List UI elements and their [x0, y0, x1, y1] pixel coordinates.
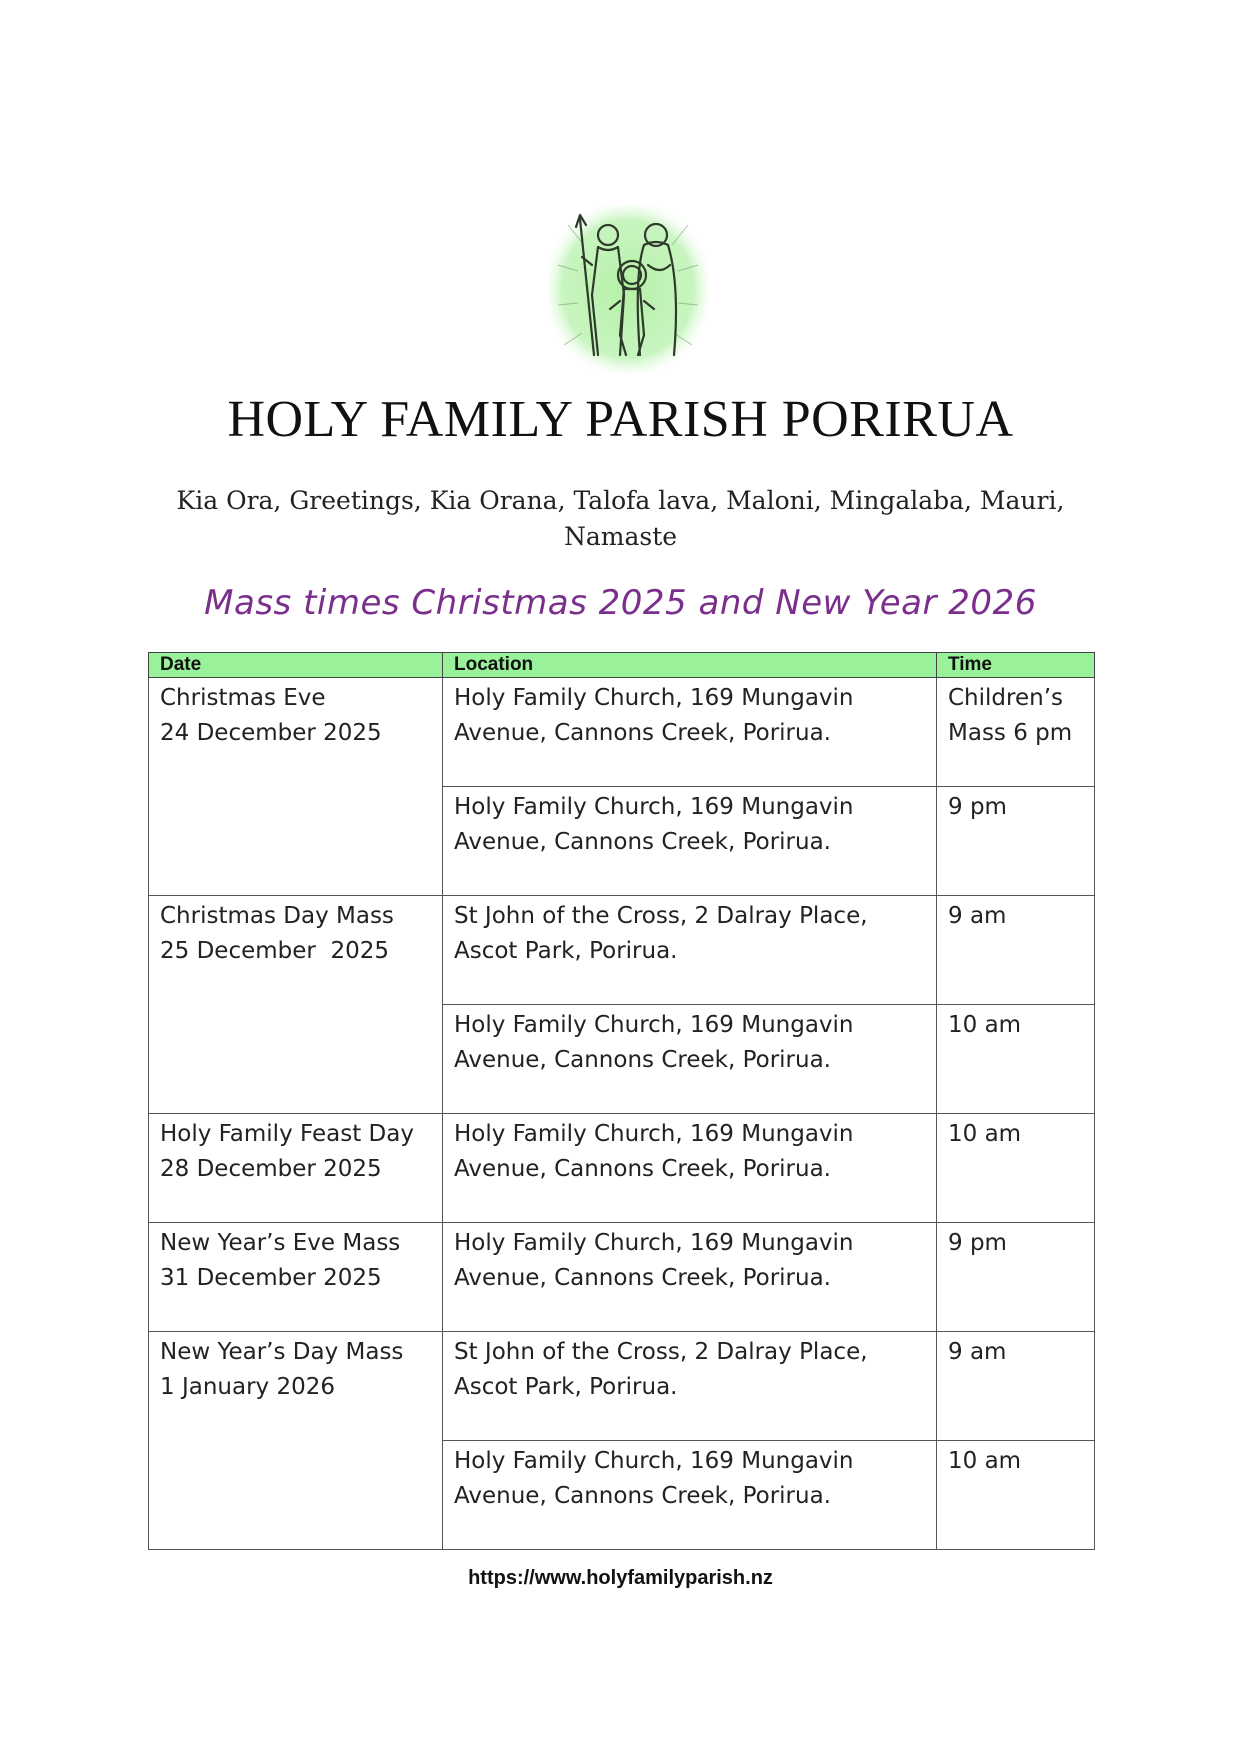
time-line: 10 am: [948, 1121, 1022, 1147]
date-cell: [149, 896, 443, 1114]
location-line: Avenue, Cannons Creek, Porirua.: [454, 1047, 831, 1073]
location-line: Ascot Park, Porirua.: [454, 938, 678, 964]
date-name: Holy Family Feast Day: [160, 1121, 414, 1147]
date-cell: [149, 1332, 443, 1550]
location-line: Holy Family Church, 169 Mungavin: [454, 794, 854, 820]
time-cell: [937, 1332, 1095, 1441]
location-line: Avenue, Cannons Creek, Porirua.: [454, 1156, 831, 1182]
location-line: St John of the Cross, 2 Dalray Place,: [454, 1339, 868, 1365]
location-cell: [443, 1332, 937, 1441]
time-line: Children’s: [948, 685, 1063, 711]
location-line: Holy Family Church, 169 Mungavin: [454, 1230, 854, 1256]
time-cell: [937, 678, 1095, 787]
location-cell: [443, 678, 937, 787]
time-line: Mass 6 pm: [948, 720, 1073, 746]
location-line: Avenue, Cannons Creek, Porirua.: [454, 720, 831, 746]
date-name: New Year’s Eve Mass: [160, 1230, 401, 1256]
location-line: Avenue, Cannons Creek, Porirua.: [454, 1483, 831, 1509]
holy-family-emblem-icon: [548, 205, 708, 373]
time-cell: [937, 1005, 1095, 1114]
location-line: Ascot Park, Porirua.: [454, 1374, 678, 1400]
location-line: Holy Family Church, 169 Mungavin: [454, 1121, 854, 1147]
time-cell: [937, 1441, 1095, 1550]
greeting-text: Kia Ora, Greetings, Kia Orana, Talofa lava, Maloni, Mingalaba, Mauri, Namaste: [176, 486, 1065, 551]
time-cell: [937, 896, 1095, 1005]
table-row: [149, 1223, 1095, 1332]
location-cell: [443, 896, 937, 1005]
location-line: Avenue, Cannons Creek, Porirua.: [454, 1265, 831, 1291]
column-header-time: Time: [937, 653, 1095, 678]
location-cell: [443, 1114, 937, 1223]
location-cell: [443, 787, 937, 896]
time-line: 9 pm: [948, 794, 1007, 820]
time-line: 9 pm: [948, 1230, 1007, 1256]
date-value: 1 January 2026: [160, 1374, 335, 1400]
website-link[interactable]: https://www.holyfamilyparish.nz: [468, 1567, 773, 1589]
date-value: 24 December 2025: [160, 720, 382, 746]
column-header-location: Location: [443, 653, 937, 678]
date-value: 31 December 2025: [160, 1265, 382, 1291]
location-line: Avenue, Cannons Creek, Porirua.: [454, 829, 831, 855]
date-cell: [149, 678, 443, 896]
location-line: Holy Family Church, 169 Mungavin: [454, 1448, 854, 1474]
time-line: 9 am: [948, 903, 1007, 929]
schedule-subtitle: Mass times Christmas 2025 and New Year 2026: [204, 583, 1037, 623]
time-cell: [937, 1223, 1095, 1332]
date-name: Christmas Day Mass: [160, 903, 394, 929]
date-value: 25 December 2025: [160, 938, 390, 964]
location-line: Holy Family Church, 169 Mungavin: [454, 1012, 854, 1038]
location-cell: [443, 1223, 937, 1332]
table-row: [149, 1332, 1095, 1441]
time-line: 10 am: [948, 1012, 1022, 1038]
page-title: HOLY FAMILY PARISH PORIRUA: [227, 391, 1014, 448]
location-cell: [443, 1005, 937, 1114]
column-header-date: Date: [149, 653, 443, 678]
time-cell: [937, 787, 1095, 896]
table-row: [149, 1114, 1095, 1223]
date-value: 28 December 2025: [160, 1156, 382, 1182]
mass-times-table: [148, 652, 1095, 1550]
location-line: Holy Family Church, 169 Mungavin: [454, 685, 854, 711]
date-name: Christmas Eve: [160, 685, 326, 711]
location-line: St John of the Cross, 2 Dalray Place,: [454, 903, 868, 929]
table-header-row: [149, 653, 1095, 678]
time-line: 10 am: [948, 1448, 1022, 1474]
date-name: New Year’s Day Mass: [160, 1339, 404, 1365]
location-cell: [443, 1441, 937, 1550]
time-line: 9 am: [948, 1339, 1007, 1365]
date-cell: [149, 1223, 443, 1332]
time-cell: [937, 1114, 1095, 1223]
table-row: [149, 678, 1095, 787]
date-cell: [149, 1114, 443, 1223]
table-row: [149, 896, 1095, 1005]
